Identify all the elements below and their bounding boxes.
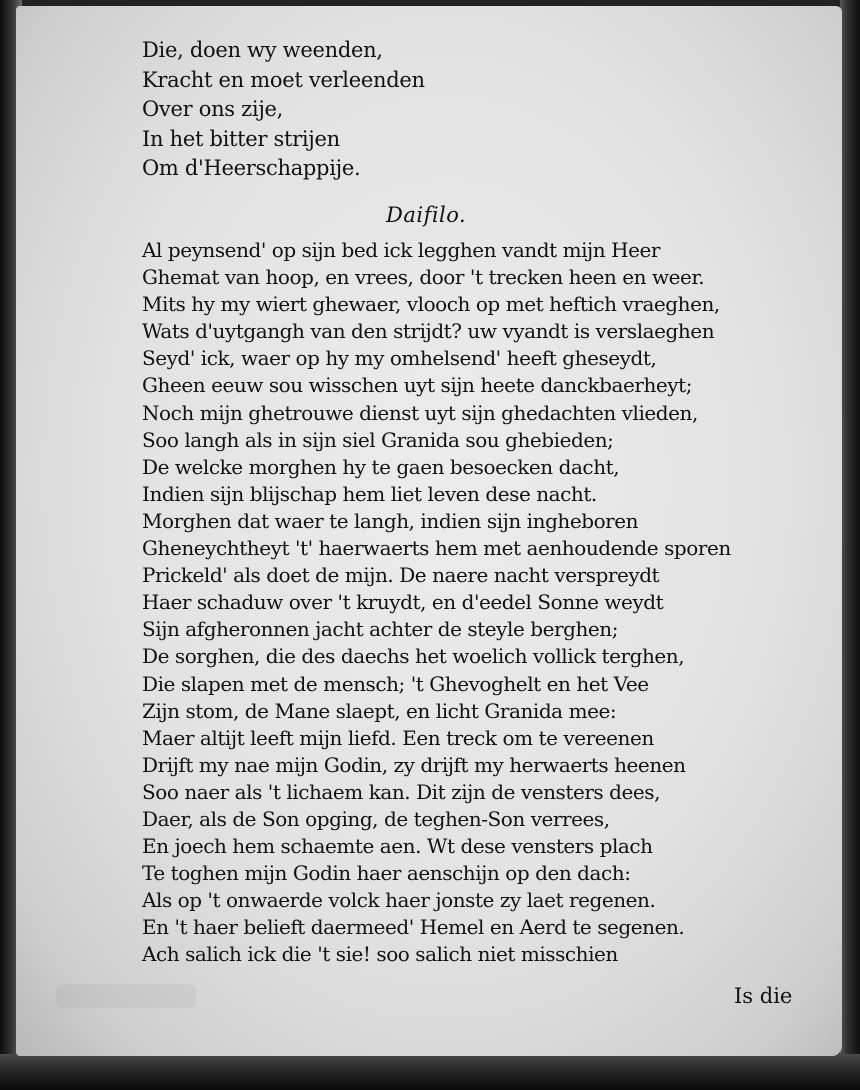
- verse-line: En joech hem schaemte aen. Wt dese vensters plach: [142, 834, 653, 859]
- verse-line: In het bitter strijen: [142, 126, 340, 151]
- verse-line: Als op 't onwaerde volck haer jonste zy laet regenen.: [142, 888, 656, 913]
- verse-stanza-top: [142, 36, 425, 184]
- verse-line: Die slapen met de mensch; 't Ghevoghelt en het Vee: [142, 671, 649, 696]
- verse-line: Daer, als de Son opging, de teghen-Son verrees,: [142, 806, 610, 831]
- verse-line: Gheen eeuw sou wisschen uyt sijn heete danckbaerheyt;: [142, 373, 692, 398]
- verse-line: Mits hy my wiert ghewaer, vlooch op met heftich vraeghen,: [142, 292, 720, 317]
- verse-line: Wats d'uytgangh van den strijdt? uw vyandt is verslaeghen: [142, 319, 715, 344]
- verse-line: Die, doen wy weenden,: [142, 38, 383, 62]
- verse-line: Al peynsend' op sijn bed ick legghen vandt mijn Heer: [142, 238, 660, 262]
- verse-line: Soo naer als 't lichaem kan. Dit zijn de vensters dees,: [142, 779, 661, 804]
- verse-line: Drijft my nae mijn Godin, zy drijft my herwaerts heenen: [142, 752, 686, 777]
- verse-line: Gheneychtheyt 't' haerwaerts hem met aenhoudende sporen: [142, 536, 731, 561]
- verse-line: Sijn afgheronnen jacht achter de steyle berghen;: [142, 617, 618, 642]
- verse-line: Over ons zije,: [142, 97, 284, 122]
- verse-speech-body: [142, 237, 731, 969]
- verse-line: Maer altijt leeft mijn liefd. Een treck om te vereenen: [142, 725, 654, 750]
- verse-line: Te toghen mijn Godin haer aenschijn op den dach:: [142, 861, 631, 886]
- verse-line: Zijn stom, de Mane slaept, en licht Granida mee:: [142, 698, 617, 723]
- catchword: Is die: [734, 984, 793, 1008]
- verse-line: Soo langh als in sijn siel Granida sou ghebieden;: [142, 427, 614, 452]
- speaker-heading: Daifilo.: [386, 203, 467, 227]
- verse-line: Prickeld' als doet de mijn. De naere nacht verspreydt: [142, 563, 660, 588]
- verse-line: Kracht en moet verleenden: [142, 67, 425, 92]
- verse-line: Ghemat van hoop, en vrees, door 't trecken heen en weer.: [142, 265, 705, 290]
- verse-line: En 't haer belieft daermeed' Hemel en Aerd te segenen.: [142, 915, 685, 940]
- verse-line: Indien sijn blijschap hem liet leven dese nacht.: [142, 481, 597, 506]
- verse-line: Morghen dat waer te langh, indien sijn ingheboren: [142, 508, 639, 533]
- verse-line: Noch mijn ghetrouwe dienst uyt sijn ghedachten vlieden,: [142, 400, 698, 425]
- verse-line: De sorghen, die des daechs het woelich vollick terghen,: [142, 644, 685, 669]
- verse-line: Ach salich ick die 't sie! soo salich niet misschien: [142, 942, 618, 967]
- page-edge-shadow-right: [840, 0, 860, 1090]
- verse-line: Seyd' ick, waer op hy my omhelsend' heeft gheseydt,: [142, 346, 657, 371]
- verse-line: De welcke morghen hy te gaen besoecken dacht,: [142, 454, 620, 479]
- bleed-through-smudge: [56, 984, 196, 1008]
- verse-line: Haer schaduw over 't kruydt, en d'eedel Sonne weydt: [142, 590, 664, 615]
- page-edge-shadow-bottom: [0, 1054, 860, 1090]
- verse-line: Om d'Heerschappije.: [142, 156, 361, 181]
- book-page: [16, 6, 842, 1056]
